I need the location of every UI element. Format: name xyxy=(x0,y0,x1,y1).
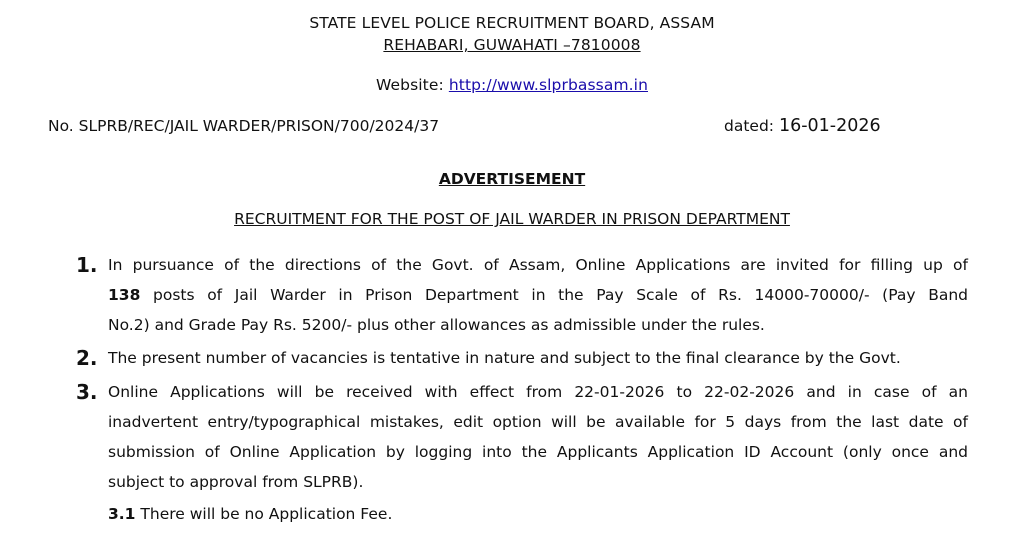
board-address: REHABARI, GUWAHATI –7810008 xyxy=(383,36,641,54)
item-number: 1. xyxy=(76,253,98,277)
list-item xyxy=(108,377,968,497)
reference-number: No. SLPRB/REC/JAIL WARDER/PRISON/700/2024/37 xyxy=(48,117,440,135)
board-address-container xyxy=(0,36,1024,54)
item-line: Online Applications will be received with effect from 22-01-2026 to 22-02-2026 and in case of an xyxy=(108,383,968,401)
sub-item-line xyxy=(108,499,968,529)
sub-item xyxy=(108,499,968,529)
website-line xyxy=(0,76,1024,94)
dated-value: 16-01-2026 xyxy=(778,116,881,136)
item-line-with-count xyxy=(108,280,968,310)
item-number: 2. xyxy=(76,346,98,370)
list-item xyxy=(108,250,968,340)
list-item xyxy=(108,343,968,373)
sub-item-text: There will be no Application Fee. xyxy=(135,505,393,523)
advertisement-subtitle: RECRUITMENT FOR THE POST OF JAIL WARDER IN PRISON DEPARTMENT xyxy=(234,210,790,228)
item-line: In pursuance of the directions of the Govt. of Assam, Online Applications are invited for filling up of xyxy=(108,256,968,274)
website-label: Website: xyxy=(376,76,444,94)
dated-label: dated: xyxy=(724,117,775,135)
item-line: The present number of vacancies is tentative in nature and subject to the final clearance by the Govt. xyxy=(108,349,901,367)
dated-line xyxy=(724,116,881,136)
website-link[interactable]: http://www.slprbassam.in xyxy=(448,76,648,94)
sub-item-number: 3.1 xyxy=(108,505,136,523)
item-number: 3. xyxy=(76,380,98,404)
item-line: inadvertent entry/typographical mistakes, edit option will be available for 5 days from the last date of xyxy=(108,413,968,431)
item-line: submission of Online Application by logging into the Applicants Application ID Account (only once and xyxy=(108,443,968,461)
board-name: STATE LEVEL POLICE RECRUITMENT BOARD, ASSAM xyxy=(309,14,715,32)
post-count: 138 xyxy=(108,286,141,304)
advertisement-title: ADVERTISEMENT xyxy=(438,170,586,188)
item-line: No.2) and Grade Pay Rs. 5200/- plus other allowances as admissible under the rules. xyxy=(108,316,765,334)
item-line: posts of Jail Warder in Prison Department in the Pay Scale of Rs. 14000-70000/- (Pay Band xyxy=(140,286,968,304)
item-line: subject to approval from SLPRB). xyxy=(108,473,364,491)
